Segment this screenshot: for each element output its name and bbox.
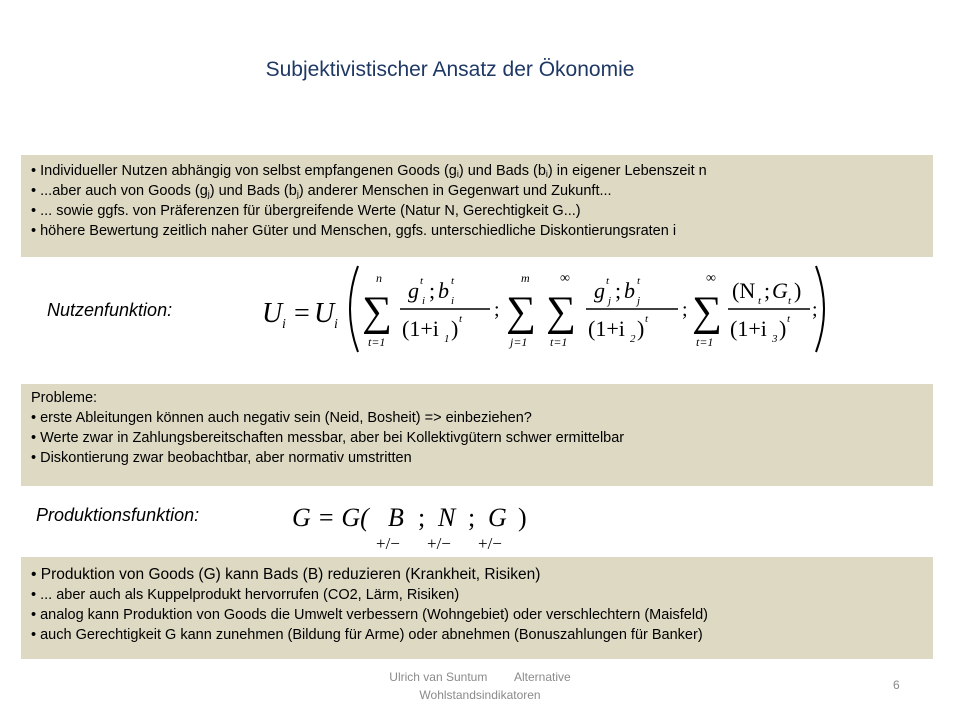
bullet-item: • auch Gerechtigkeit G kann zunehmen (Bildung für Arme) oder abnehmen (Bonuszahlungen für Banker) <box>31 627 703 643</box>
sign-g: +/− <box>478 534 502 552</box>
svg-text:t: t <box>420 275 424 287</box>
svg-text:t: t <box>606 275 610 287</box>
bullet-item: • Diskontierung zwar beobachtbar, aber normativ umstritten <box>31 450 412 466</box>
svg-text:b: b <box>624 278 635 303</box>
problems-heading: Probleme: <box>31 390 98 406</box>
left-paren <box>350 266 358 352</box>
svg-text:(1+i: (1+i <box>588 316 625 341</box>
page-number: 6 <box>893 678 900 692</box>
fn-sub: i <box>334 317 338 332</box>
svg-text:t: t <box>459 313 463 325</box>
svg-text:): ) <box>451 316 459 341</box>
svg-text:;: ; <box>468 503 476 532</box>
sep-semicolon-2: ; <box>682 299 688 321</box>
svg-text:;: ; <box>418 503 426 532</box>
footer-text <box>360 668 600 704</box>
sum3-upper: ∞ <box>560 271 570 286</box>
svg-text:;: ; <box>764 278 771 303</box>
svg-text:): ) <box>794 278 802 303</box>
svg-text:i: i <box>451 295 455 307</box>
svg-text:1: 1 <box>444 333 450 345</box>
sum1-upper: n <box>376 271 382 285</box>
production-formula <box>290 496 540 552</box>
sum4-sigma: ∑ <box>692 289 722 335</box>
prod-n: N <box>438 503 456 532</box>
svg-text:;: ; <box>615 278 622 303</box>
footer-topic: Alternative Wohlstandsindikatoren <box>419 670 571 702</box>
utility-function-label: Nutzenfunktion: <box>47 300 173 320</box>
utility-bullets-box <box>21 155 933 257</box>
bullet-item: • Produktion von Goods (G) kann Bads (B) reduzieren (Krankheit, Risiken) <box>31 566 541 583</box>
svg-text:t: t <box>451 275 455 287</box>
sign-b: +/− <box>376 534 400 552</box>
footer-author: Ulrich van Suntum <box>389 670 488 684</box>
prod-lhs: G = G( <box>292 503 369 532</box>
svg-text:t: t <box>758 295 762 307</box>
svg-text:t: t <box>645 313 649 325</box>
svg-text:j: j <box>608 295 612 307</box>
svg-text:): ) <box>779 316 787 341</box>
svg-text:i: i <box>422 295 426 307</box>
utility-formula <box>258 262 838 356</box>
svg-text:G: G <box>772 278 788 303</box>
sum2-lower: j=1 <box>510 335 528 349</box>
svg-text:b: b <box>438 278 449 303</box>
production-function-label: Produktionsfunktion: <box>36 505 200 525</box>
svg-text:t: t <box>637 275 641 287</box>
equals-sign: = <box>294 298 310 329</box>
svg-text:(1+i: (1+i <box>402 316 439 341</box>
sep-semicolon-3: ; <box>812 299 818 321</box>
sum2-upper: m <box>521 271 530 285</box>
sum3-lower: t=1 <box>550 335 568 349</box>
lhs-u: U <box>262 298 283 329</box>
prod-b: B <box>388 503 404 532</box>
sign-n: +/− <box>427 534 451 552</box>
bullet-item: • ... aber auch als Kuppelprodukt hervorrufen (CO2, Lärm, Risiken) <box>31 587 460 603</box>
production-bullets-box <box>21 557 933 659</box>
svg-text:t: t <box>788 295 792 307</box>
bullet-item: • Werte zwar in Zahlungsbereitschaften messbar, aber bei Kollektivgütern schwer ermittelbar <box>31 430 625 446</box>
bullet-item: • höhere Bewertung zeitlich naher Güter und Menschen, ggfs. unterschiedliche Diskontierungsraten i <box>31 223 677 239</box>
svg-text:): ) <box>518 503 527 532</box>
sum2-sigma: ∑ <box>506 289 536 335</box>
sum1-sigma: ∑ <box>362 289 392 335</box>
sum4-upper: ∞ <box>706 271 716 286</box>
svg-text:g: g <box>408 278 419 303</box>
sum1-lower: t=1 <box>368 335 386 349</box>
bullet-item: • ... sowie ggfs. von Präferenzen für übergreifende Werte (Natur N, Gerechtigkeit G...) <box>31 203 581 219</box>
sep-semicolon-1: ; <box>494 299 500 321</box>
prod-g: G <box>488 503 507 532</box>
bullet-item: • analog kann Produktion von Goods die Umwelt verbessern (Wohngebiet) oder verschlechtern (Maisfeld) <box>31 607 708 623</box>
svg-text:t: t <box>787 313 791 325</box>
slide-title: Subjektivistischer Ansatz der Ökonomie <box>265 58 635 81</box>
svg-text:(1+i: (1+i <box>730 316 767 341</box>
svg-text:j: j <box>637 295 641 307</box>
svg-text:2: 2 <box>630 333 636 345</box>
bullet-item: • ...aber auch von Goods $(g_j)$ und Bads $(b_j)$ anderer Menschen in Gegenwart und Zukunft... <box>31 183 612 199</box>
svg-text:;: ; <box>429 278 436 303</box>
fn-u: U <box>314 298 335 329</box>
bullet-item: • erste Ableitungen können auch negativ sein (Neid, Bosheit) => einbeziehen? <box>31 410 532 426</box>
svg-text:(N: (N <box>732 278 756 303</box>
svg-text:): ) <box>637 316 645 341</box>
lhs-sub: i <box>282 317 286 332</box>
svg-text:3: 3 <box>772 333 778 345</box>
sum4-lower: t=1 <box>696 335 714 349</box>
svg-text:g: g <box>594 278 605 303</box>
problems-box <box>21 384 933 486</box>
bullet-item: • Individueller Nutzen abhängig von selbst empfangenen Goods $(g_i)$ und Bads $(b_i)$ in eigener Lebenszeit n <box>31 163 707 179</box>
sum3-sigma: ∑ <box>546 289 576 335</box>
